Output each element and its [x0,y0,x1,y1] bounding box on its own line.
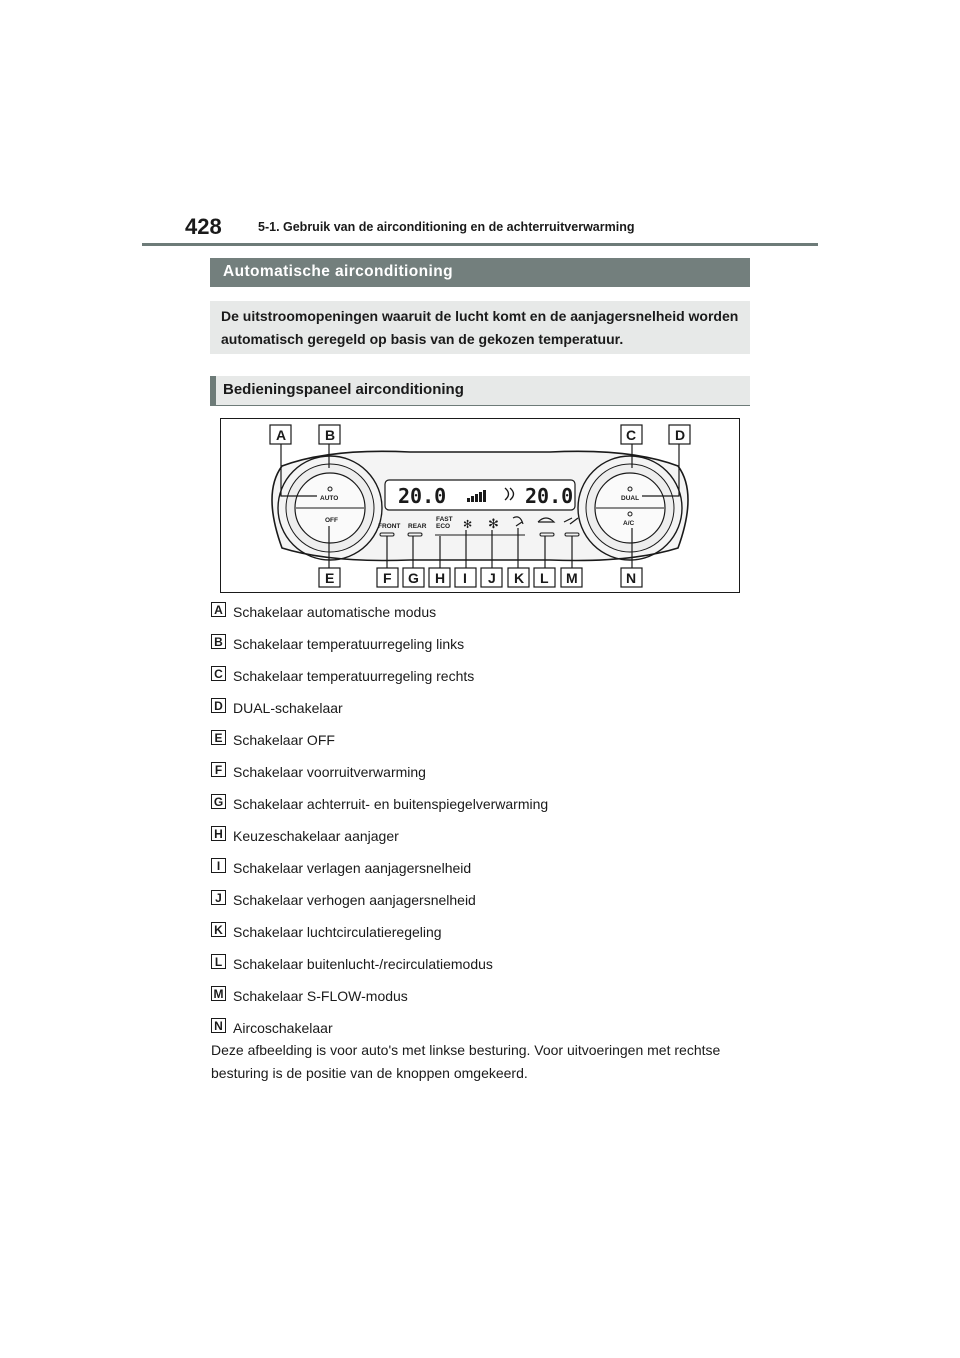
callout-n [621,568,642,587]
svg-text:I: I [463,570,467,586]
legend-text: Schakelaar buitenlucht-/recirculatiemodus [233,956,493,972]
callout-b [319,425,340,444]
legend-item-j [211,890,731,910]
callout-d [669,425,690,444]
legend-text: Aircoschakelaar [233,1020,333,1036]
legend-badge: D [211,698,226,713]
legend-text: Schakelaar temperatuurregeling rechts [233,668,475,684]
legend-badge: K [211,922,226,937]
legend-item-a [211,602,731,622]
legend-text: Schakelaar automatische modus [233,604,437,620]
svg-text:F: F [383,570,392,586]
legend-badge: J [211,890,226,905]
svg-text:K: K [514,570,525,586]
header-divider [142,243,818,246]
legend-badge: I [211,858,226,873]
page-number: 428 [185,214,222,239]
fan-up-icon: ✻ [488,517,499,532]
callout-e [319,568,340,587]
rear-button-label: REAR [408,523,427,530]
callout-m [561,568,582,587]
callout-f [377,568,398,587]
legend-text: Schakelaar S-FLOW-modus [233,988,408,1004]
legend-text: Schakelaar OFF [233,732,335,748]
legend-text: Schakelaar verhogen aanjagersnelheid [233,892,476,908]
legend-badge: E [211,730,226,745]
intro-text: De uitstroomopeningen waaruit de lucht komt en de aanjagersnelheid worden automatisch geregeld op basis van de gekozen temperatuur. [210,301,750,354]
callout-a [270,425,291,444]
legend-item-g [211,794,731,814]
ac-label: A/C [623,520,635,527]
legend-badge: C [211,666,226,681]
svg-text:M: M [566,570,578,586]
footnote-text: Deze afbeelding is voor auto's met linkse besturing. Voor uitvoeringen met rechtse besturing is de positie van de knoppen omgekeerd. [211,1042,721,1081]
callout-i [455,568,476,587]
svg-text:G: G [408,570,419,586]
legend-badge: M [211,986,226,1001]
left-knob [278,456,382,560]
legend-item-e [211,730,731,750]
svg-text:N: N [626,570,637,586]
legend-badge: B [211,634,226,649]
legend-badge: F [211,762,226,777]
legend-item-i [211,858,731,878]
svg-text:B: B [325,427,336,443]
legend-text: Keuzeschakelaar aanjager [233,828,399,844]
legend-text: DUAL-schakelaar [233,700,343,716]
callout-j [481,568,502,587]
auto-label: AUTO [320,495,339,502]
legend-badge: A [211,602,226,617]
legend-text: Schakelaar verlagen aanjagersnelheid [233,860,472,876]
svg-text:L: L [540,570,549,586]
callout-l [534,568,555,587]
callout-g [403,568,424,587]
right-temp-display: 20.0 [525,484,574,508]
legend-badge: H [211,826,226,841]
off-label: OFF [325,517,338,524]
front-button-label: FRONT [378,523,401,530]
control-panel-figure [220,418,740,593]
eco-button-label: ECO [436,523,451,530]
legend-item-f [211,762,731,782]
legend-item-h [211,826,731,846]
legend-text: Schakelaar achterruit- en buitenspiegelverwarming [233,796,549,812]
legend-item-n [211,1018,731,1038]
section-title: Automatische airconditioning [210,258,750,287]
legend-badge: L [211,954,226,969]
fast-button-label: FAST [436,516,453,523]
control-panel-illustration [220,418,740,593]
legend-item-d [211,698,731,718]
svg-text:A: A [276,427,287,443]
svg-text:E: E [325,570,335,586]
svg-text:J: J [488,570,496,586]
callout-k [508,568,529,587]
legend-badge: N [211,1018,226,1033]
svg-text:C: C [626,427,637,443]
legend-item-l [211,954,731,974]
legend-item-m [211,986,731,1006]
left-temp-display: 20.0 [398,484,447,508]
chapter-title: 5-1. Gebruik van de airconditioning en de achterruitverwarming [258,220,635,234]
subsection-title: Bedieningspaneel airconditioning [210,376,750,406]
legend-text: Schakelaar temperatuurregeling links [233,636,465,652]
legend-item-c [211,666,731,686]
legend-text: Schakelaar luchtcirculatieregeling [233,924,442,940]
callout-c [621,425,642,444]
legend-item-b [211,634,731,654]
svg-text:D: D [675,427,686,443]
fan-down-icon: ✻ [463,518,473,531]
svg-text:H: H [435,570,446,586]
dual-label: DUAL [621,495,640,502]
callout-h [429,568,450,587]
legend-badge: G [211,794,226,809]
legend-text: Schakelaar voorruitverwarming [233,764,426,780]
legend-item-k [211,922,731,942]
right-knob [578,456,682,560]
